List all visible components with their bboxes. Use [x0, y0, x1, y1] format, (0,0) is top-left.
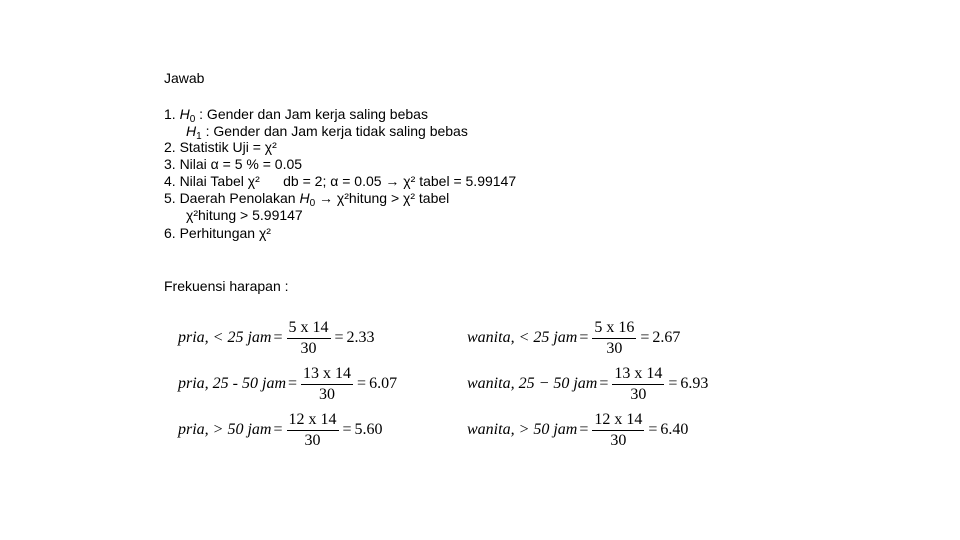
step-1-number: 1. [164, 106, 176, 122]
formula-wanita-25-50 [467, 359, 708, 409]
result: 5.60 [354, 421, 383, 438]
h0-symbol: H [179, 106, 190, 122]
equals-sign: = [273, 421, 283, 438]
denominator: 30 [630, 385, 647, 403]
formula-pria-25-50 [178, 359, 397, 409]
h1-symbol: H [186, 123, 197, 139]
numerator: 5 x 14 [287, 319, 331, 339]
result: 6.40 [660, 421, 689, 438]
h0-subscript: 0 [189, 114, 196, 125]
formula-lhs: pria, < 25 jam [178, 329, 272, 346]
denominator: 30 [304, 431, 321, 449]
step-1-alt-hypothesis [186, 123, 468, 142]
fraction [592, 411, 644, 450]
numerator: 5 x 16 [592, 319, 636, 339]
step-3-alpha: 3. Nilai α = 5 % = 0.05 [164, 156, 303, 172]
h1-subscript: 1 [196, 131, 202, 142]
equals-sign: = [599, 375, 609, 392]
result: 6.07 [369, 375, 398, 392]
equals-sign: = [579, 421, 589, 438]
fraction [287, 411, 339, 450]
equals-sign: = [334, 329, 344, 346]
formula-pria-under-25 [178, 313, 375, 363]
step-5-h0-symbol: H [299, 190, 310, 206]
equals-sign: = [640, 329, 650, 346]
h1-text: : Gender dan Jam kerja tidak saling bebas [201, 123, 468, 139]
equals-sign: = [668, 375, 678, 392]
denominator: 30 [606, 339, 623, 357]
step-5-prefix: 5. Daerah Penolakan [164, 190, 300, 206]
step-1-null-hypothesis [164, 106, 428, 125]
equals-sign: = [288, 375, 298, 392]
denominator: 30 [610, 431, 627, 449]
fraction [301, 365, 353, 404]
equals-sign: = [273, 329, 283, 346]
denominator: 30 [319, 385, 336, 403]
formula-wanita-over-50 [467, 405, 688, 455]
equals-sign: = [579, 329, 589, 346]
fraction [287, 319, 331, 358]
result: 2.33 [346, 329, 375, 346]
step-5-h0-subscript: 0 [309, 198, 316, 209]
equals-sign: = [357, 375, 367, 392]
fraction [612, 365, 664, 404]
h0-text: : Gender dan Jam kerja saling bebas [195, 106, 428, 122]
formula-lhs: pria, > 50 jam [178, 421, 272, 438]
step-5-text: → χ²hitung > χ² tabel [315, 190, 450, 206]
numerator: 12 x 14 [287, 411, 339, 431]
step-5-criterion: χ²hitung > 5.99147 [186, 207, 303, 223]
step-5-rejection-region [164, 190, 450, 209]
step-4-table-value: 4. Nilai Tabel χ² db = 2; α = 0.05 → χ² tabel = 5.99147 [164, 173, 517, 189]
formula-lhs: wanita, < 25 jam [467, 329, 578, 346]
result: 6.93 [680, 375, 709, 392]
fraction [592, 319, 636, 358]
heading-jawab: Jawab [164, 70, 205, 86]
denominator: 30 [300, 339, 317, 357]
formula-lhs: wanita, 25 − 50 jam [467, 375, 598, 392]
numerator: 12 x 14 [592, 411, 644, 431]
numerator: 13 x 14 [301, 365, 353, 385]
formula-lhs: pria, 25 - 50 jam [178, 375, 286, 392]
equals-sign: = [342, 421, 352, 438]
step-6-calculation: 6. Perhitungan χ² [164, 225, 271, 241]
equals-sign: = [648, 421, 658, 438]
numerator: 13 x 14 [612, 365, 664, 385]
step-2-statistic: 2. Statistik Uji = χ² [164, 139, 277, 155]
formula-lhs: wanita, > 50 jam [467, 421, 578, 438]
formula-pria-over-50 [178, 405, 383, 455]
result: 2.67 [652, 329, 681, 346]
formula-wanita-under-25 [467, 313, 680, 363]
expected-frequency-label: Frekuensi harapan : [164, 278, 289, 294]
